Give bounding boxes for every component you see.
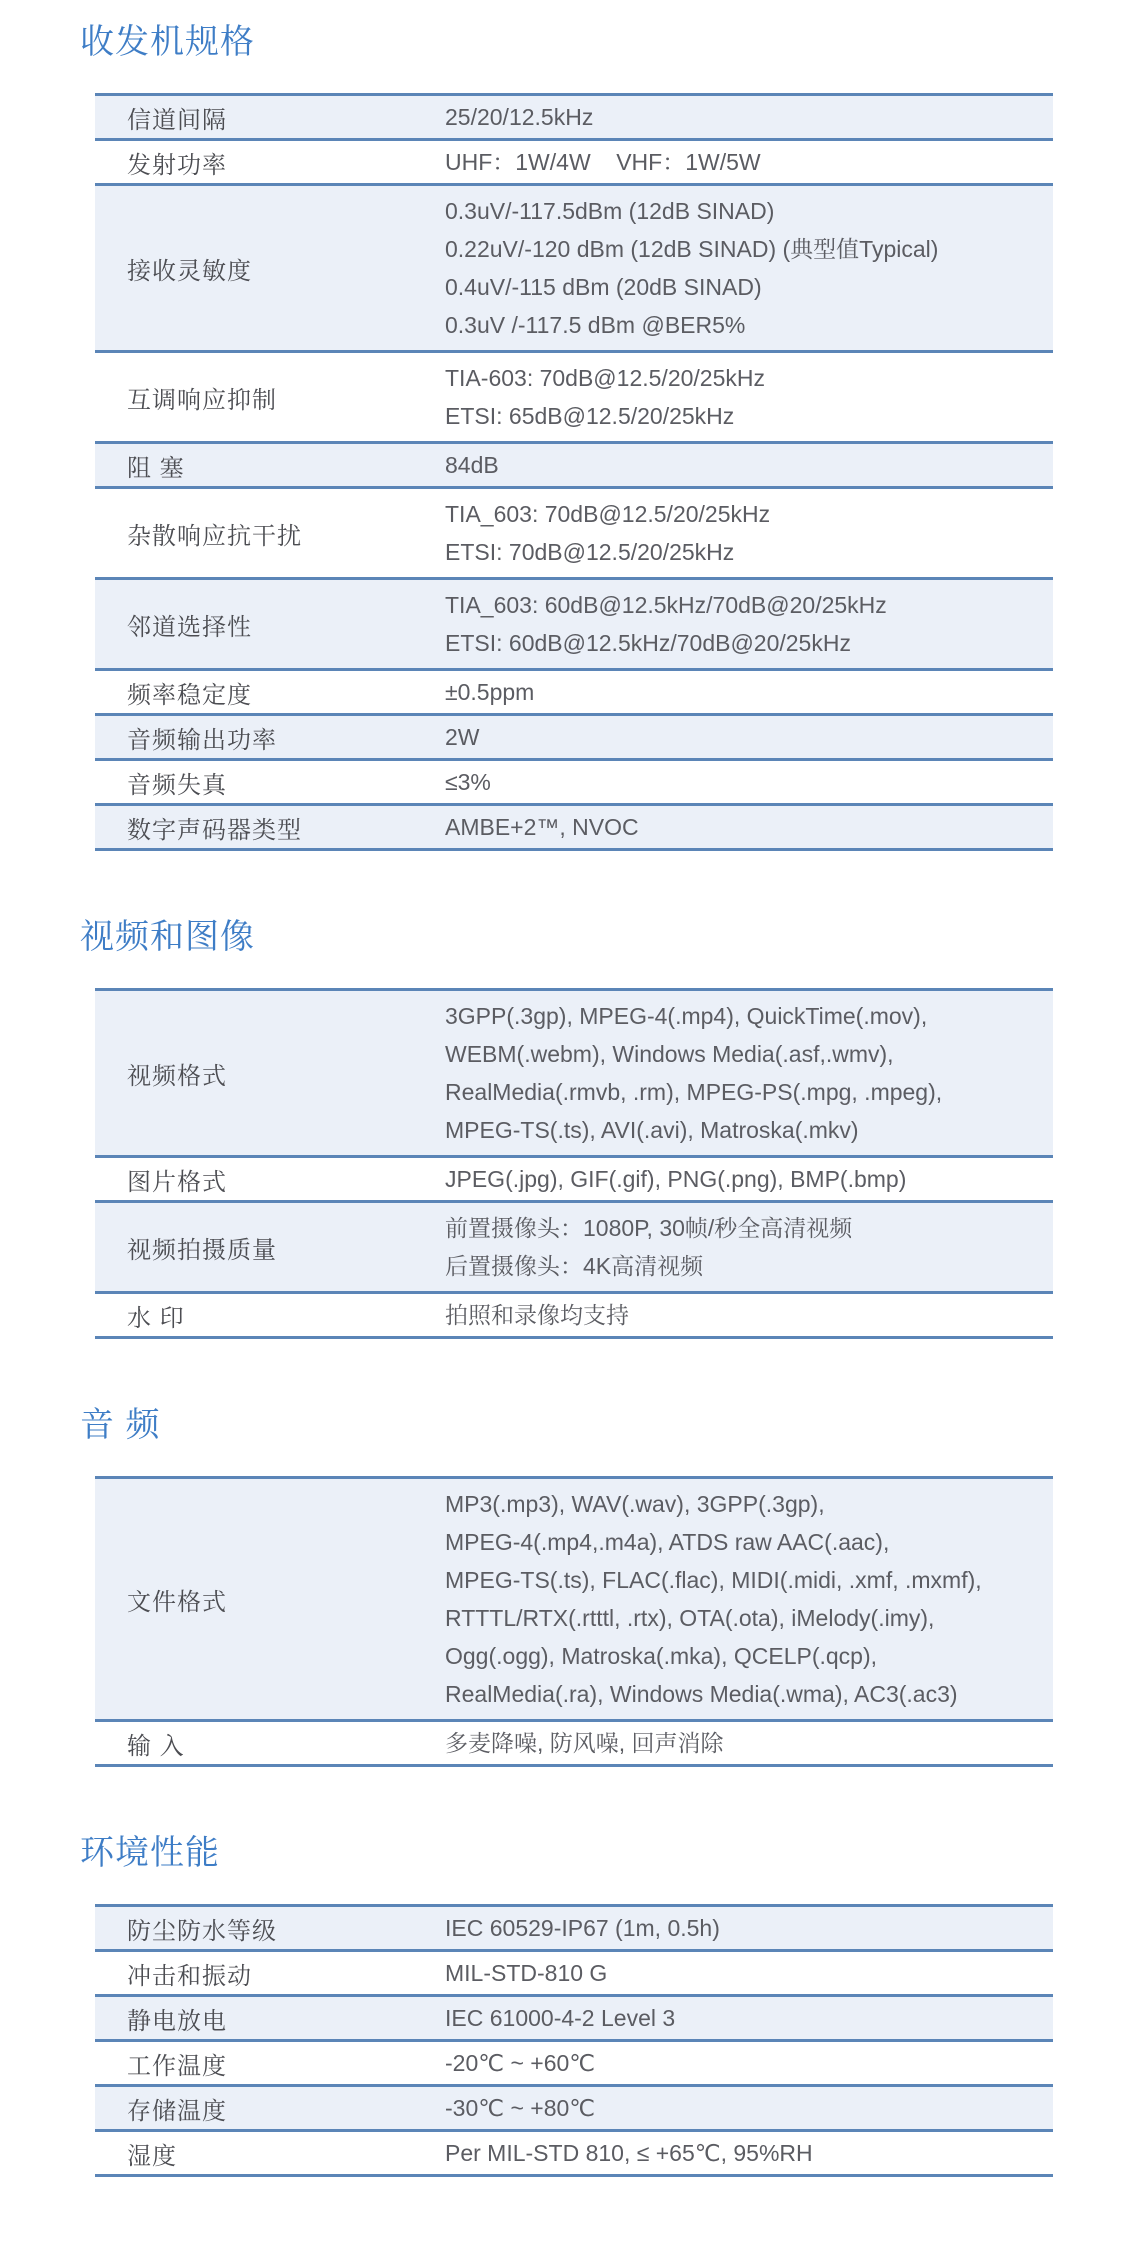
spec-label: 邻道选择性 bbox=[127, 613, 252, 641]
spec-section bbox=[0, 14, 1148, 851]
spec-row bbox=[95, 96, 1053, 141]
spec-value-line: Per MIL-STD 810, ≤ +65℃, 95%RH bbox=[445, 2140, 813, 2166]
spec-value-line: ETSI: 70dB@12.5/20/25kHz bbox=[445, 539, 735, 565]
spec-value-line: WEBM(.webm), Windows Media(.asf,.wmv), bbox=[445, 1041, 894, 1067]
spec-row bbox=[95, 1294, 1053, 1339]
spec-value-line: 0.3uV /-117.5 dBm @BER5% bbox=[445, 312, 746, 338]
spec-label: 水 印 bbox=[127, 1304, 185, 1332]
spec-row bbox=[95, 1203, 1053, 1294]
spec-label: 工作温度 bbox=[127, 2052, 227, 2080]
spec-value-line: RealMedia(.ra), Windows Media(.wma), AC3(.ac3) bbox=[445, 1681, 958, 1707]
section-title: 环境性能 bbox=[80, 1834, 220, 1872]
spec-value-line: TIA_603: 60dB@12.5kHz/70dB@20/25kHz bbox=[445, 592, 887, 618]
spec-label: 数字声码器类型 bbox=[127, 816, 302, 844]
spec-row bbox=[95, 1997, 1053, 2042]
spec-row bbox=[95, 2087, 1053, 2132]
spec-row bbox=[95, 489, 1053, 580]
spec-value bbox=[445, 192, 1053, 344]
spec-label: 音频失真 bbox=[127, 771, 227, 799]
spec-label: 杂散响应抗干扰 bbox=[127, 522, 302, 550]
spec-row bbox=[95, 761, 1053, 806]
spec-label: 湿度 bbox=[127, 2142, 177, 2170]
spec-label: 信道间隔 bbox=[127, 106, 227, 134]
spec-value-line: JPEG(.jpg), GIF(.gif), PNG(.png), BMP(.bmp) bbox=[445, 1166, 907, 1192]
spec-value-line: ≤3% bbox=[445, 769, 491, 795]
spec-value-line: ETSI: 65dB@12.5/20/25kHz bbox=[445, 403, 735, 429]
spec-value bbox=[445, 808, 1053, 846]
spec-value-line: 0.22uV/-120 dBm (12dB SINAD) (典型值Typical) bbox=[445, 236, 939, 262]
spec-section bbox=[0, 909, 1148, 1339]
spec-label: 文件格式 bbox=[127, 1588, 227, 1616]
spec-value-line: AMBE+2™, NVOC bbox=[445, 814, 639, 840]
spec-table bbox=[95, 93, 1053, 851]
spec-value-line: IEC 61000-4-2 Level 3 bbox=[445, 2005, 676, 2031]
spec-value bbox=[445, 1160, 1053, 1198]
spec-row bbox=[95, 2132, 1053, 2177]
spec-value bbox=[445, 1296, 1053, 1334]
spec-value-line: MPEG-4(.mp4,.m4a), ATDS raw AAC(.aac), bbox=[445, 1529, 890, 1555]
spec-row bbox=[95, 806, 1053, 851]
spec-value bbox=[445, 2134, 1053, 2172]
section-title: 收发机规格 bbox=[80, 23, 255, 61]
spec-value bbox=[445, 1485, 1053, 1713]
spec-row bbox=[95, 1907, 1053, 1952]
spec-value-line: MP3(.mp3), WAV(.wav), 3GPP(.3gp), bbox=[445, 1491, 825, 1517]
spec-label: 视频拍摄质量 bbox=[127, 1236, 277, 1264]
spec-value-line: MPEG-TS(.ts), AVI(.avi), Matroska(.mkv) bbox=[445, 1117, 859, 1143]
spec-value bbox=[445, 1209, 1053, 1285]
spec-label: 频率稳定度 bbox=[127, 681, 252, 709]
spec-value-line: 前置摄像头：1080P, 30帧/秒全高清视频 bbox=[445, 1215, 853, 1241]
spec-label: 发射功率 bbox=[127, 151, 227, 179]
spec-value bbox=[445, 495, 1053, 571]
spec-row bbox=[95, 1722, 1053, 1767]
spec-value-line: 后置摄像头：4K高清视频 bbox=[445, 1253, 704, 1279]
spec-row bbox=[95, 1158, 1053, 1203]
spec-label: 接收灵敏度 bbox=[127, 257, 252, 285]
spec-value bbox=[445, 586, 1053, 662]
spec-table bbox=[95, 988, 1053, 1339]
spec-value-line: -20℃ ~ +60℃ bbox=[445, 2050, 596, 2076]
spec-label: 防尘防水等级 bbox=[127, 1917, 277, 1945]
spec-value bbox=[445, 98, 1053, 136]
spec-value-line: RTTTL/RTX(.rtttl, .rtx), OTA(.ota), iMelody(.imy), bbox=[445, 1605, 935, 1631]
spec-row bbox=[95, 186, 1053, 353]
spec-row bbox=[95, 1952, 1053, 1997]
spec-value-line: 2W bbox=[445, 724, 480, 750]
spec-value bbox=[445, 2044, 1053, 2082]
spec-row bbox=[95, 1479, 1053, 1722]
spec-value-line: MPEG-TS(.ts), FLAC(.flac), MIDI(.midi, .xmf, .mxmf), bbox=[445, 1567, 982, 1593]
spec-label: 存储温度 bbox=[127, 2097, 227, 2125]
spec-row bbox=[95, 991, 1053, 1158]
spec-value-line: 拍照和录像均支持 bbox=[445, 1302, 629, 1328]
spec-label: 音频输出功率 bbox=[127, 726, 277, 754]
spec-value-line: MIL-STD-810 G bbox=[445, 1960, 608, 1986]
spec-row bbox=[95, 671, 1053, 716]
spec-value bbox=[445, 143, 1053, 181]
spec-table bbox=[95, 1904, 1053, 2177]
spec-value bbox=[445, 1954, 1053, 1992]
spec-value-line: ±0.5ppm bbox=[445, 679, 535, 705]
spec-value bbox=[445, 2089, 1053, 2127]
spec-value bbox=[445, 997, 1053, 1149]
section-title: 视频和图像 bbox=[80, 918, 255, 956]
spec-value bbox=[445, 718, 1053, 756]
spec-value-line: UHF：1W/4W VHF：1W/5W bbox=[445, 149, 761, 175]
spec-value-line: 0.4uV/-115 dBm (20dB SINAD) bbox=[445, 274, 762, 300]
spec-row bbox=[95, 141, 1053, 186]
section-title: 音 频 bbox=[80, 1406, 161, 1444]
spec-value bbox=[445, 359, 1053, 435]
spec-value-line: IEC 60529-IP67 (1m, 0.5h) bbox=[445, 1915, 720, 1941]
spec-label: 图片格式 bbox=[127, 1168, 227, 1196]
spec-value-line: 3GPP(.3gp), MPEG-4(.mp4), QuickTime(.mov), bbox=[445, 1003, 928, 1029]
spec-table bbox=[95, 1476, 1053, 1767]
spec-value bbox=[445, 1999, 1053, 2037]
spec-row bbox=[95, 716, 1053, 761]
spec-label: 冲击和振动 bbox=[127, 1962, 252, 1990]
spec-value-line: 0.3uV/-117.5dBm (12dB SINAD) bbox=[445, 198, 775, 224]
spec-label: 阻 塞 bbox=[127, 454, 185, 482]
spec-value bbox=[445, 763, 1053, 801]
spec-value bbox=[445, 1909, 1053, 1947]
spec-section bbox=[0, 1397, 1148, 1767]
spec-value-line: RealMedia(.rmvb, .rm), MPEG-PS(.mpg, .mpeg), bbox=[445, 1079, 943, 1105]
spec-value bbox=[445, 1724, 1053, 1762]
spec-value-line: 84dB bbox=[445, 452, 499, 478]
spec-value-line: Ogg(.ogg), Matroska(.mka), QCELP(.qcp), bbox=[445, 1643, 878, 1669]
spec-value bbox=[445, 446, 1053, 484]
spec-value-line: TIA-603: 70dB@12.5/20/25kHz bbox=[445, 365, 765, 391]
spec-value-line: TIA_603: 70dB@12.5/20/25kHz bbox=[445, 501, 771, 527]
spec-row bbox=[95, 444, 1053, 489]
spec-label: 互调响应抑制 bbox=[127, 386, 277, 414]
spec-value-line: 多麦降噪, 防风噪, 回声消除 bbox=[445, 1730, 724, 1756]
spec-value-line: -30℃ ~ +80℃ bbox=[445, 2095, 596, 2121]
spec-row bbox=[95, 580, 1053, 671]
spec-row bbox=[95, 2042, 1053, 2087]
spec-section bbox=[0, 1825, 1148, 2177]
spec-row bbox=[95, 353, 1053, 444]
spec-label: 输 入 bbox=[127, 1732, 185, 1760]
spec-value-line: ETSI: 60dB@12.5kHz/70dB@20/25kHz bbox=[445, 630, 851, 656]
spec-label: 视频格式 bbox=[127, 1062, 227, 1090]
spec-value-line: 25/20/12.5kHz bbox=[445, 104, 594, 130]
spec-value bbox=[445, 673, 1053, 711]
spec-label: 静电放电 bbox=[127, 2007, 227, 2035]
